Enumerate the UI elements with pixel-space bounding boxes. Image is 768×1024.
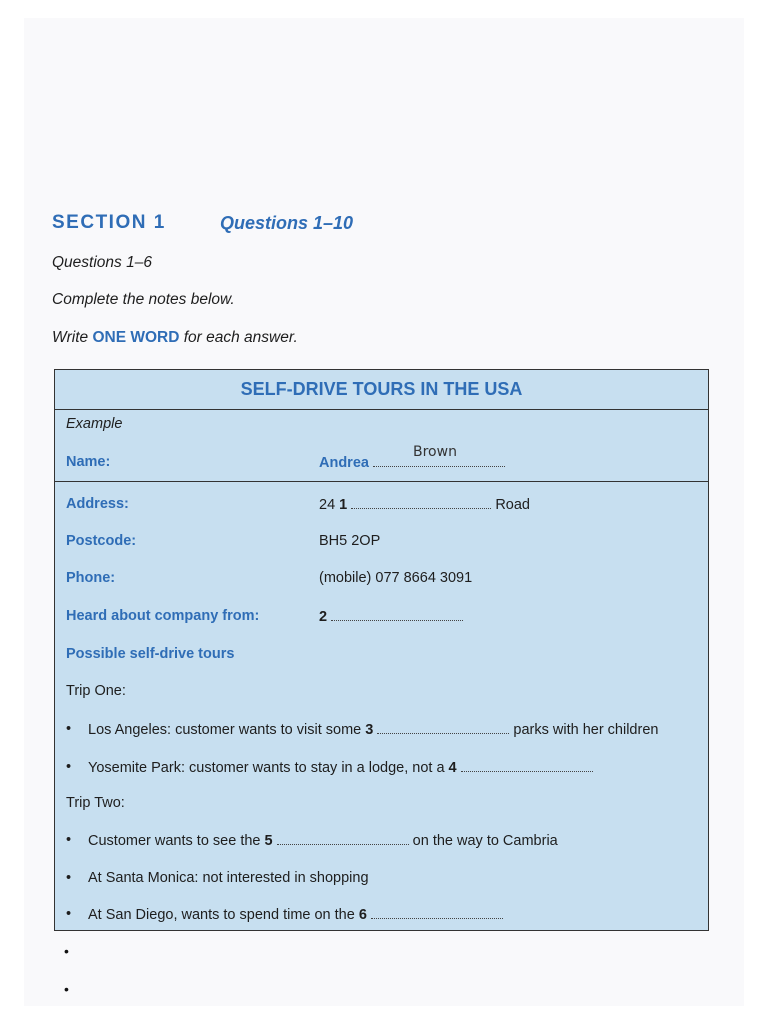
item-text-before: At San Diego, wants to spend time on the (88, 907, 355, 923)
subheading: Questions 1–6 (52, 254, 152, 271)
questions-range: Questions 1–10 (220, 213, 354, 233)
bullet-text (88, 906, 503, 923)
heard-value (319, 608, 463, 625)
trip-one-label: Trip One: (66, 683, 126, 699)
bullet: • (66, 832, 72, 848)
phone-label: Phone: (66, 570, 116, 586)
question-number: 2 (319, 609, 328, 625)
instruction-text-after: for each answer. (179, 329, 298, 346)
example-divider (55, 481, 708, 482)
phone-value: (mobile) 077 8664 3091 (319, 570, 473, 586)
name-value-row (319, 444, 505, 471)
instruction-text-before: Write (52, 329, 93, 346)
instruction-highlight: ONE WORD (92, 329, 180, 346)
section-title: SECTION 1 (52, 212, 166, 233)
question-number: 1 (339, 497, 348, 513)
address-suffix: Road (495, 497, 530, 513)
address-label: Address: (66, 496, 129, 512)
name-label: Name: (66, 454, 111, 470)
answer-blank-6[interactable] (371, 906, 503, 919)
question-number: 6 (358, 907, 367, 923)
address-number: 24 (319, 497, 336, 513)
instruction-word-limit (52, 329, 298, 347)
answer-blank-1[interactable] (351, 496, 491, 509)
item-text-before: Customer wants to see the (88, 833, 261, 849)
address-value (319, 496, 530, 513)
stray-bullet: • (64, 943, 69, 959)
notes-title: SELF-DRIVE TOURS IN THE USA (55, 370, 708, 410)
name-value: Andrea (319, 455, 369, 471)
stray-bullet: • (64, 981, 69, 997)
item-text-after: parks with her children (513, 722, 659, 738)
item-text-before: Los Angeles: customer wants to visit some (88, 722, 362, 738)
question-number: 5 (264, 833, 273, 849)
heard-label: Heard about company from: (66, 608, 260, 624)
bullet-text (88, 721, 658, 738)
answer-blank-2[interactable] (331, 608, 463, 621)
item-text-after: on the way to Cambria (412, 833, 558, 849)
question-number: 4 (448, 760, 457, 776)
handwritten-answer: Brown (413, 444, 457, 460)
bullet-text (88, 832, 558, 849)
bullet: • (66, 759, 72, 775)
bullet: • (66, 721, 72, 737)
question-number: 3 (365, 722, 374, 738)
answer-blank-5[interactable] (277, 832, 409, 845)
notes-table (54, 369, 709, 931)
bullet: • (66, 906, 72, 922)
item-text-before: Yosemite Park: customer wants to stay in a lodge, not a (88, 760, 445, 776)
answer-blank-3[interactable] (377, 721, 509, 734)
trip-two-label: Trip Two: (66, 795, 125, 811)
bullet-text: At Santa Monica: not interested in shopping (88, 870, 369, 886)
example-label: Example (66, 416, 123, 432)
bullet-text (88, 759, 593, 776)
tours-label: Possible self-drive tours (66, 646, 235, 662)
postcode-label: Postcode: (66, 533, 137, 549)
postcode-value: BH5 2OP (319, 533, 381, 549)
bullet: • (66, 870, 72, 886)
answer-blank-4[interactable] (461, 759, 593, 772)
instruction-complete: Complete the notes below. (52, 291, 235, 308)
name-answer-slot (373, 444, 505, 471)
